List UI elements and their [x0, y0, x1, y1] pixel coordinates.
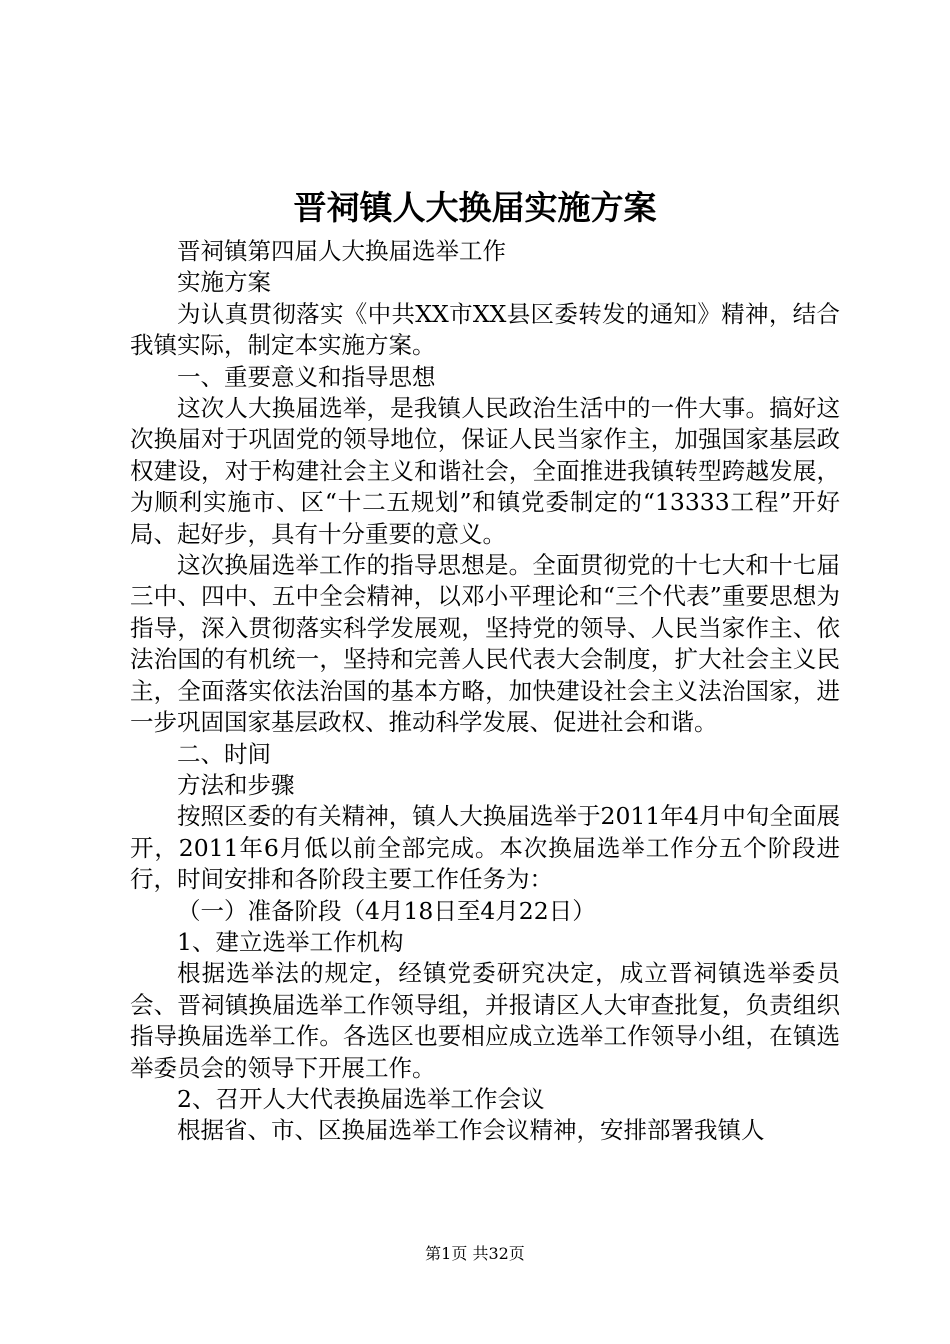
paragraph: 这次人大换届选举，是我镇人民政治生活中的一件大事。搞好这次换届对于巩固党的领导地位，保证人民当家作主，加强国家基层政权建设，对于构建社会主义和谐社会，全面推进我镇转型跨越发展，为顺利实施市、区“十二五规划”和镇党委制定的“13333工程”开好局、起好步，具有十分重要的意义。	[130, 394, 840, 548]
document-title: 晋祠镇人大换届实施方案	[293, 188, 657, 227]
document-body	[130, 236, 840, 1147]
page-footer: 第1页 共32页	[425, 1244, 525, 1263]
subsection-heading: （一）准备阶段（4月18日至4月22日）	[177, 896, 596, 925]
paragraph: 根据选举法的规定，经镇党委研究决定，成立晋祠镇选举委员会、晋祠镇换届选举工作领导组，并报请区人大审查批复，负责组织指导换届选举工作。各选区也要相应成立选举工作领导小组，在镇选举委员会的领导下开展工作。	[130, 959, 840, 1082]
section-heading: 二、时间	[177, 739, 271, 768]
paragraph: 按照区委的有关精神，镇人大换届选举于2011年4月中旬全面展开，2011年6月低以前全部完成。本次换届选举工作分五个阶段进行，时间安排和各阶段主要工作任务为：	[130, 802, 840, 894]
paragraph: 晋祠镇第四届人大换届选举工作	[177, 237, 506, 265]
section-heading: 一、重要意义和指导思想	[177, 362, 436, 391]
paragraph: 为认真贯彻落实《中共XX市XX县区委转发的通知》精神，结合我镇实际，制定本实施方案。	[130, 299, 840, 360]
item-heading: 2、召开人大代表换届选举工作会议	[177, 1084, 545, 1113]
paragraph: 实施方案	[177, 268, 271, 297]
paragraph: 这次换届选举工作的指导思想是。全面贯彻党的十七大和十七届三中、四中、五中全会精神，以邓小平理论和“三个代表”重要思想为指导，深入贯彻落实科学发展观，坚持党的领导、人民当家作主、依法治国的有机统一，坚持和完善人民代表大会制度，扩大社会主义民主，全面落实依法治国的基本方略，加快建设社会主义法治国家，进一步巩固国家基层政权、推动科学发展、促进社会和谐。	[130, 551, 840, 737]
section-heading: 方法和步骤	[177, 770, 295, 799]
item-heading: 1、建立选举工作机构	[177, 927, 404, 956]
paragraph: 根据省、市、区换届选举工作会议精神，安排部署我镇人	[177, 1116, 765, 1145]
